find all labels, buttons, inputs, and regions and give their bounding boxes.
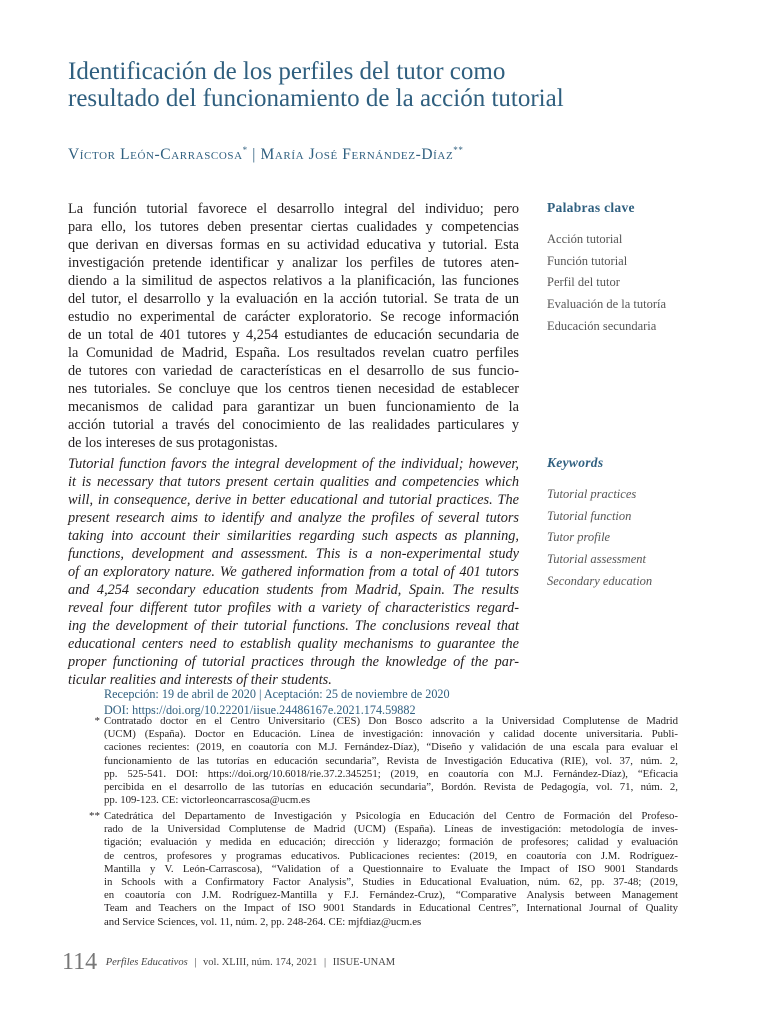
keyword-item: Evaluación de la tutoría bbox=[547, 297, 667, 312]
keyword-item: Tutorial practices bbox=[547, 487, 637, 501]
footnote-line: tigación; evaluación y medida en educación; dirección y liderazgo; formación de profesores; calidad y evaluación bbox=[104, 836, 678, 849]
footnote-mark: * bbox=[94, 715, 100, 727]
abstract-line: de un total de 401 tutores y 4,254 estudiantes de educación secundaria de bbox=[68, 327, 519, 343]
journal-volume: vol. XLIII, núm. 174, 2021 bbox=[203, 957, 318, 968]
abstract-line: and 4,254 secondary education students from Madrid, Spain. The results bbox=[68, 582, 519, 598]
abstract-line: present research aims to identify and analyze the profiles of several tutors bbox=[68, 510, 519, 526]
page-number: 114 bbox=[62, 949, 98, 975]
abstract-line: acción tutorial a través del conocimiento de las realidades particulares y bbox=[68, 417, 519, 433]
footnote-line: in Schools with a Confirmatory Factor Analysis”, Studies in Educational Evaluation, núm. 62, pp. 37-48; (2019, bbox=[104, 875, 678, 888]
abstract-line: reveal four different tutor profiles with a variety of characteristics regard- bbox=[68, 600, 519, 616]
abstract-line: will, in consequence, derive in better educational and tutorial practices. The bbox=[68, 492, 519, 508]
footnote-line: pp. 109-123. CE: victorleoncarrascosa@ucm.es bbox=[104, 794, 311, 807]
keyword-item: Tutor profile bbox=[547, 530, 611, 545]
author-1: Víctor León-Carrascosa bbox=[68, 146, 243, 164]
keyword-item: Acción tutorial bbox=[547, 232, 623, 246]
abstract-line: it is necessary that tutors present certain qualities and competencies which bbox=[68, 474, 519, 490]
footnote-line: (UCM) (España). Doctor en Educación. Línea de investigación: innovación y calidad docente universitaria. Publi- bbox=[104, 728, 678, 741]
footnote-line: pp. 525-541. DOI: https://doi.org/10.6018/rie.37.2.345251; (2019, en coautoría con M.J. Fernández-Díaz), “Eficacia bbox=[104, 767, 678, 780]
abstract-line: La función tutorial favorece el desarrollo integral del individuo; pero bbox=[68, 201, 519, 217]
publisher: IISUE-UNAM bbox=[332, 957, 396, 968]
abstract-line: del tutor, el desarrollo y la evaluación en la acción tutorial. Se trata de un bbox=[68, 291, 519, 307]
title-line: resultado del funcionamiento de la acción tutorial bbox=[68, 85, 564, 112]
reception-dates bbox=[104, 686, 450, 718]
keywords-heading: Palabras clave bbox=[547, 200, 635, 215]
keyword-item: Función tutorial bbox=[547, 253, 628, 268]
doi-link[interactable]: DOI: https://doi.org/10.22201/iisue.24486167e.2021.174.59882 bbox=[104, 703, 416, 717]
author-line bbox=[68, 145, 463, 164]
footnote-author-1 bbox=[94, 715, 678, 807]
abstract-line: estudio no experimental de carácter exploratorio. Se recoge información bbox=[68, 309, 519, 325]
abstract-line: de los intereses de sus protagonistas. bbox=[68, 435, 278, 451]
article-title bbox=[68, 58, 688, 112]
keywords-spanish bbox=[547, 200, 747, 337]
footnote-line: percibida en el desarrollo de las tutorías en educación secundaria”, Bordón. Revista de Pedagogía, vol. 71, núm. 2, bbox=[104, 780, 678, 793]
footer-separator: | bbox=[194, 957, 197, 968]
footnote-author-2 bbox=[89, 810, 678, 929]
abstract-line: taking into account their similarities regarding such aspects as planning, bbox=[68, 528, 519, 544]
abstract-line: proper functioning of tutorial practices through the knowledge of the par- bbox=[68, 654, 519, 670]
footnote-line: Contratado doctor en el Centro Universitario (CES) Don Bosco adscrito a la Universidad Complutense de Madrid bbox=[104, 715, 678, 727]
abstract-line: mecanismos de calidad para garantizar un buen funcionamiento de la bbox=[68, 399, 519, 415]
footnote-line: rado de la Universidad Complutense de Madrid (UCM) (España). Líneas de investigación: metodología de inves- bbox=[104, 823, 678, 836]
title-line: Identificación de los perfiles del tutor como bbox=[68, 58, 506, 85]
keywords-english bbox=[547, 455, 747, 592]
journal-name: Perfiles Educativos bbox=[105, 957, 188, 968]
abstract-english bbox=[68, 455, 519, 689]
dates-line: Recepción: 19 de abril de 2020 | Aceptación: 25 de noviembre de 2020 bbox=[104, 687, 450, 701]
keyword-item: Secondary education bbox=[547, 573, 653, 588]
keyword-item: Tutorial function bbox=[547, 508, 632, 523]
footnote-line: de centros, profesores y programas educativos. Publicaciones recientes: (2019, en coautoría con J.M. Rodríguez- bbox=[104, 849, 678, 862]
abstract-line: investigación pretende identificar y analizar los perfiles de tutores aten- bbox=[68, 255, 519, 271]
abstract-line: functions, development and assessment. This is a non-experimental study bbox=[68, 546, 519, 562]
author-2-mark: ** bbox=[453, 145, 464, 155]
footer-separator: | bbox=[324, 957, 327, 968]
author-2: María José Fernández-Díaz bbox=[260, 146, 454, 164]
abstract-line: of an exploratory nature. We gathered information from a total of 401 tutors bbox=[68, 564, 519, 580]
abstract-line: para ello, los tutores deben presentar ciertas cualidades y competencias bbox=[68, 219, 519, 235]
footnote-line: and Service Sciences, vol. 11, núm. 2, pp. 248-264. CE: mjfdiaz@ucm.es bbox=[104, 915, 422, 928]
author-1-mark: * bbox=[242, 145, 248, 155]
abstract-line: ing the development of their tutorial functions. The conclusions reveal that bbox=[68, 618, 519, 634]
abstract-line: la Comunidad de Madrid, España. Los resultados revelan cuatro perfiles bbox=[68, 345, 519, 361]
keyword-item: Tutorial assessment bbox=[547, 552, 646, 567]
abstract-line: diendo a la similitud de aspectos relativos a la planificación, las funciones bbox=[68, 273, 519, 289]
keyword-item: Educación secundaria bbox=[547, 318, 657, 333]
keyword-item: Perfil del tutor bbox=[547, 275, 620, 290]
abstract-line: que derivan en diversas formas en su actividad educativa y tutorial. Esta bbox=[68, 237, 519, 253]
abstract-line: educational centers need to establish quality mechanisms to guarantee the bbox=[68, 636, 519, 652]
footnote-line: Catedrática del Departamento de Investigación y Psicología en Educación del Centro de Formación del Profeso- bbox=[104, 810, 678, 822]
footnote-line: Mantilla y V. León-Carrascosa), “Validation of a Questionnaire to Evaluate the Impact of ISO 9001 Standards bbox=[104, 862, 678, 875]
footnote-line: funcionamiento de las tutorías en educación secundaria”, Revista de Investigación Educativa (RIE), vol. 37, núm. 2, bbox=[104, 754, 678, 767]
keywords-heading: Keywords bbox=[547, 455, 604, 470]
page-footer bbox=[62, 949, 395, 977]
footnote-line: en coautoría con J.M. Rodríguez-Mantilla y F.J. Fernández-Cruz), “Comparative Analysis between Management bbox=[104, 889, 678, 902]
author-separator: | bbox=[252, 146, 256, 164]
footnote-line: Team and Teachers on the Impact of ISO 9001 Standards in Educational Centres”, International Journal of Quality bbox=[104, 902, 678, 915]
abstract-spanish bbox=[68, 200, 519, 452]
footnote-line: caciones recientes: (2019, en coautoría con M.J. Fernández-Díaz), “Diseño y validación de una escala para evaluar el bbox=[104, 741, 678, 754]
footnote-mark: ** bbox=[89, 810, 100, 822]
abstract-line: Tutorial function favors the integral development of the individual; however, bbox=[68, 456, 519, 472]
abstract-line: ticular realities and interests of their students. bbox=[68, 672, 332, 688]
abstract-line: nes tutoriales. Se concluye que los centros tienen necesidad de establecer bbox=[68, 381, 519, 397]
abstract-line: de tutores con variedad de características en el desarrollo de sus funcio- bbox=[68, 363, 519, 379]
